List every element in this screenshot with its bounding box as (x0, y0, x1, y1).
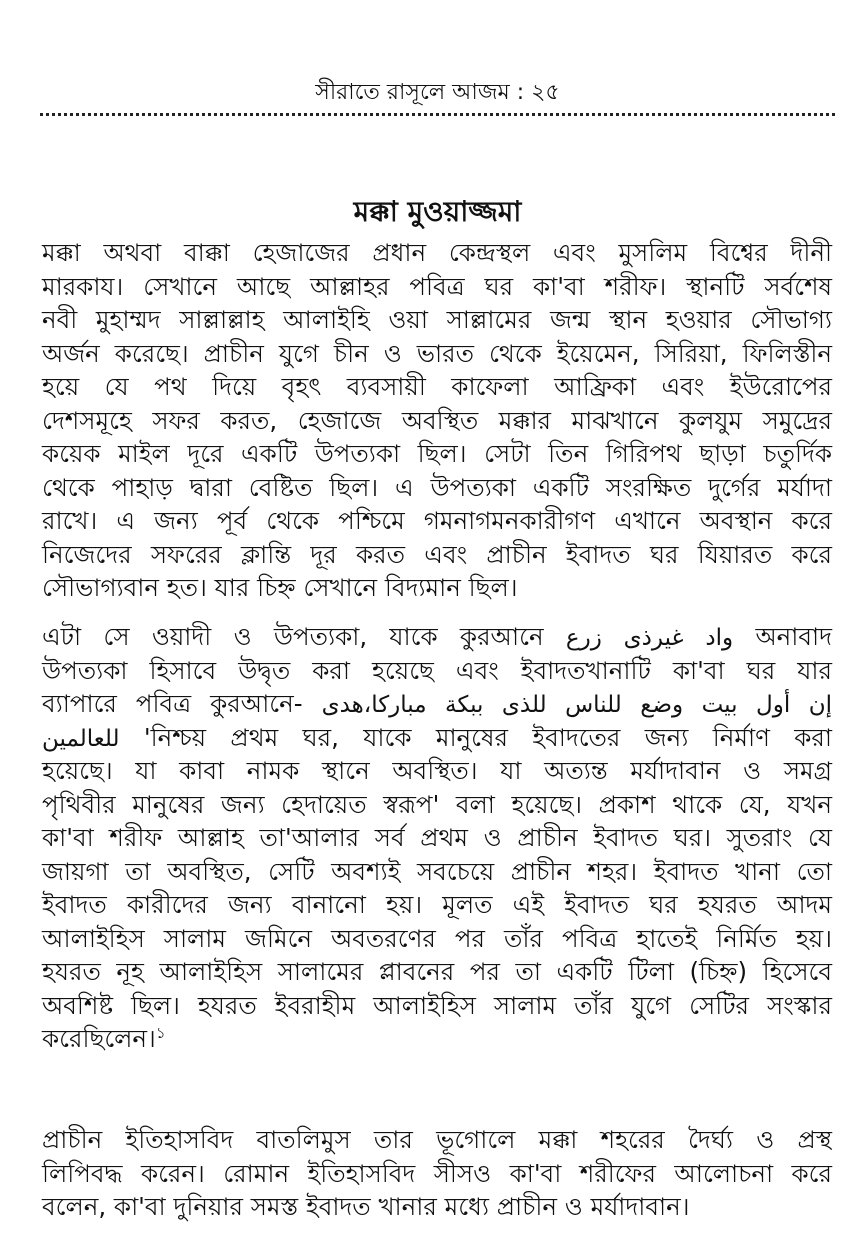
text-fragment: এটা সে ওয়াদী ও উপত্যকা, যাকে কুরআনে (42, 622, 544, 651)
header-dotted-rule (40, 113, 835, 116)
text-line: ইবাদত কারীদের জন্য বানানো হয়। মূলত এই ইবাদত ঘর হযরত আদম (42, 890, 832, 919)
text-line: অবশিষ্ট ছিল। হযরত ইবরাহীম আলাইহিস সালাম তাঁর যুগে সেটির সংস্কার (42, 990, 832, 1020)
text-fragment: অনাবাদ (755, 622, 833, 651)
text-line-with-arabic (42, 620, 832, 654)
text-line: থেকে পাহাড় দ্বারা বেষ্টিত ছিল। এ উপত্যকা একটি সংরক্ষিত দুর্গের মর্যাদা (42, 472, 832, 502)
text-line: অর্জন করেছে। প্রাচীন যুগে চীন ও ভারত থেকে ইয়েমেন, সিরিয়া, ফিলিস্তীন (42, 338, 832, 368)
text-line: হয়েছে। যা কাবা নামক স্থানে অবস্থিত। যা অত্যন্ত মর্যাদাবান ও সমগ্র (42, 756, 832, 785)
text-line: প্রাচীন ইতিহাসবিদ বাতলিমুস তার ভূগোলে মক্কা শহরের দৈর্ঘ্য ও প্রস্থ (42, 1125, 832, 1154)
text-line: নবী মুহাম্মদ সাল্লাল্লাহ আলাইহি ওয়া সাল্লামের জন্ম স্থান হওয়ার সৌভাগ্য (42, 305, 832, 334)
text-fragment: করেছিলেন। (42, 1024, 156, 1053)
text-line: দেশসমূহে সফর করত, হেজাজে অবস্থিত মক্কার মাঝখানে কুলযুম সমুদ্রের (42, 405, 832, 435)
arabic-quote: إن أول بيت وضع للناس للذى ببكة مباركا،هدى (321, 692, 832, 718)
text-line: লিপিবদ্ধ করেন। রোমান ইতিহাসবিদ সীসও কা'বা শরীফের আলোচনা করে (42, 1158, 832, 1188)
text-line: মারকায। সেখানে আছে আল্লাহর পবিত্র ঘর কা'বা শরীফ। স্থানটি সর্বশেষ (42, 271, 832, 301)
paragraph-3 (42, 1123, 832, 1224)
text-line: কা'বা শরীফ আল্লাহ তা'আলার সর্ব প্রথম ও প্রাচীন ইবাদত ঘর। সুতরাং যে (42, 823, 833, 852)
text-line: কয়েক মাইল দূরে একটি উপত্যকা ছিল। সেটা তিন গিরিপথ ছাড়া চতুর্দিক (42, 439, 832, 468)
arabic-quote: للعالمين (42, 725, 120, 752)
text-line: হযরত নূহ আলাইহিস সালামের প্লাবনের পর তা একটি টিলা (চিহ্ন) হিসেবে (42, 957, 832, 986)
text-line: সৌভাগ্যবান হত। যার চিহ্ন সেখানে বিদ্যমান ছিল। (42, 573, 518, 602)
paragraph-2 (42, 620, 832, 1056)
running-header: সীরাতে রাসূলে আজম : ২৫ (315, 80, 560, 105)
text-line: উপত্যকা হিসাবে উদ্বৃত করা হয়েছে এবং ইবাদতখানাটি কা'বা ঘর যার (42, 655, 832, 685)
paragraph-1 (42, 236, 832, 605)
text-line: রাখে। এ জন্য পূর্ব থেকে পশ্চিমে গমনাগমনকারীগণ এখানে অবস্থান করে (42, 506, 832, 535)
footnote-mark: ১ (155, 1023, 166, 1042)
text-fragment: 'নিশ্চয় প্রথম ঘর, যাকে মানুষের ইবাদতের জন্য নির্মাণ করা (143, 722, 832, 752)
text-line (42, 1022, 832, 1056)
text-line: বলেন, কা'বা দুনিয়ার সমস্ত ইবাদত খানার মধ্যে প্রাচীন ও মর্যাদাবান। (42, 1192, 690, 1221)
text-line: নিজেদের সফরের ক্লান্তি দূর করত এবং প্রাচীন ইবাদত ঘর যিয়ারত করে (42, 539, 832, 569)
text-line: পৃথিবীর মানুষের জন্য হেদায়েত স্বরূপ' বলা হয়েছে। প্রকাশ থাকে যে, যখন (42, 789, 832, 819)
text-line: আলাইহিস সালাম জমিনে অবতরণের পর তাঁর পবিত্র হাতেই নির্মিত হয়। (42, 923, 832, 953)
text-line: মক্কা অথবা বাক্কা হেজাজের প্রধান কেন্দ্রস্থল এবং মুসলিম বিশ্বের দীনী (42, 238, 832, 267)
text-line-with-arabic (42, 721, 832, 755)
text-line: হয়ে যে পথ দিয়ে বৃহৎ ব্যবসায়ী কাফেলা আফ্রিকা এবং ইউরোপের (42, 372, 832, 401)
chapter-title: মক্কা মুওয়াজ্জমা (353, 195, 522, 228)
arabic-quote: واد غيرذى زرع (565, 625, 734, 651)
text-line: জায়গা তা অবস্থিত, সেটি অবশ্যই সবচেয়ে প্রাচীন শহর। ইবাদত খানা তো (42, 856, 832, 886)
text-fragment: ব্যাপারে পবিত্র কুরআনে- (42, 689, 303, 718)
text-line-with-arabic (42, 687, 832, 721)
